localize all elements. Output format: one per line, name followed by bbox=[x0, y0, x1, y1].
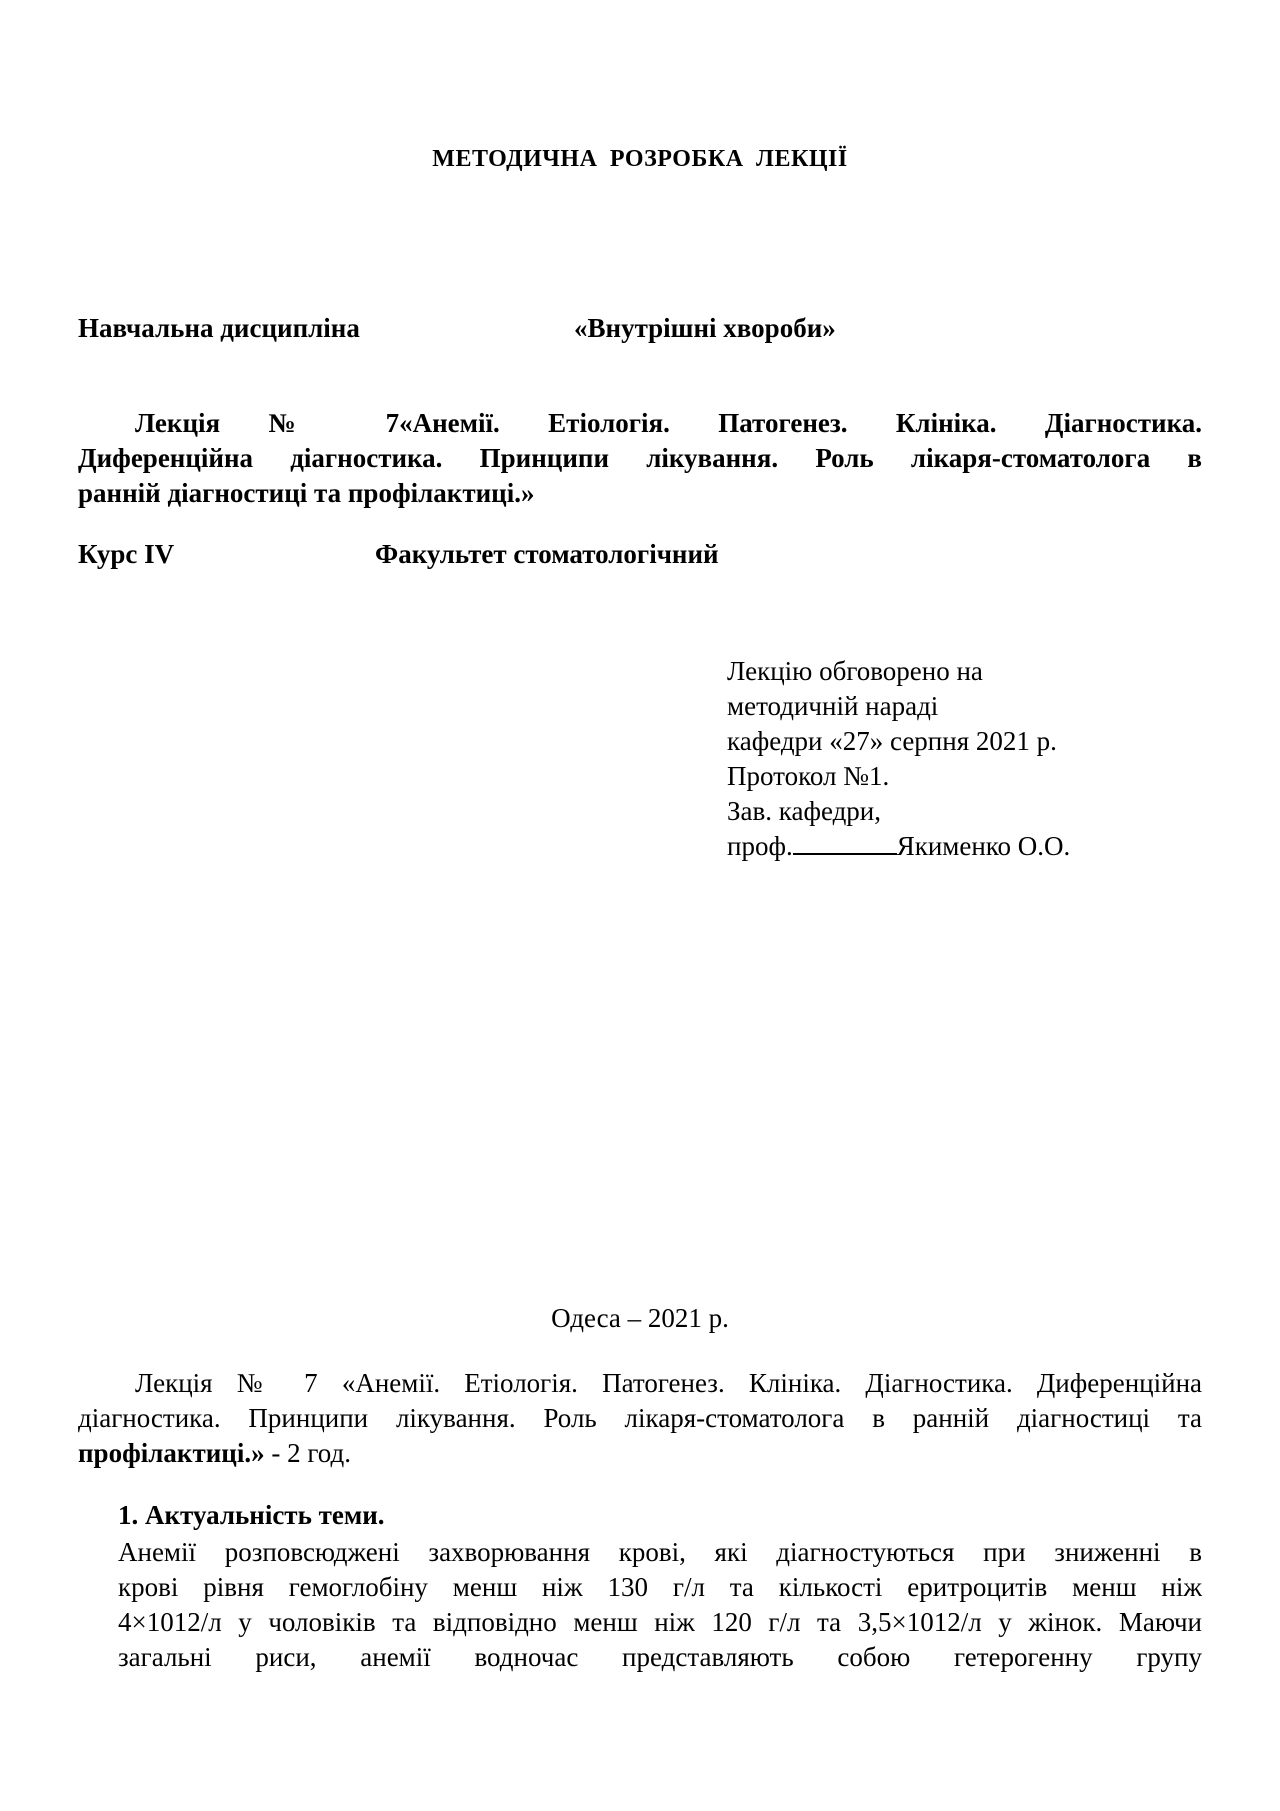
lecture-intro bbox=[78, 1366, 1202, 1471]
approval-line: Протокол №1. bbox=[727, 761, 890, 791]
approval-line: Лекцію обговорено на bbox=[727, 656, 983, 686]
lecture-intro-line: діагностика. Принципи лікування. Роль лікаря-стоматолога в ранній діагностиці та bbox=[78, 1403, 1202, 1433]
signature-blank bbox=[793, 831, 897, 855]
approval-signature bbox=[727, 829, 1070, 864]
approval-sign-name: Якименко О.О. bbox=[896, 831, 1071, 861]
section-heading: 1. Актуальність теми. bbox=[118, 1500, 385, 1530]
discipline-label: Навчальна дисципліна bbox=[78, 313, 360, 343]
faculty-label: Факультет стоматологічний bbox=[375, 539, 719, 569]
document-title: МЕТОДИЧНА РОЗРОБКА ЛЕКЦІЇ bbox=[432, 146, 848, 172]
approval-line: методичній нараді bbox=[727, 691, 939, 721]
lecture-header-line: ранній діагностиці та профілактиці.» bbox=[78, 478, 535, 508]
lecture-intro-last-bold: профілактиці.» bbox=[78, 1438, 265, 1468]
section-body bbox=[118, 1535, 1202, 1675]
approval-sign-prefix: проф. bbox=[727, 831, 793, 861]
section-body-line: 4×1012/л у чоловіків та відповідно менш ніж 120 г/л та 3,5×1012/л у жінок. Маючи bbox=[118, 1607, 1202, 1637]
discipline-value: «Внутрішні хвороби» bbox=[574, 313, 836, 343]
course-label: Курс IV bbox=[78, 539, 175, 569]
city-year: Одеса – 2021 р. bbox=[551, 1303, 729, 1333]
lecture-intro-last-line bbox=[78, 1436, 1202, 1471]
lecture-header bbox=[78, 406, 1202, 511]
lecture-intro-line: Лекція № 7 «Анемії. Етіологія. Патогенез. Клініка. Діагностика. Диференційна bbox=[135, 1368, 1202, 1398]
approval-note bbox=[727, 654, 1070, 864]
lecture-header-line: Лекція № 7«Анемії. Етіологія. Патогенез. Клініка. Діагностика. bbox=[135, 408, 1202, 438]
approval-line: Зав. кафедри, bbox=[727, 796, 882, 826]
lecture-intro-duration: - 2 год. bbox=[264, 1438, 351, 1468]
section-body-line: загальні риси, анемії водночас представляють собою гетерогенну групу bbox=[118, 1642, 1202, 1672]
section-body-line: крові рівня гемоглобіну менш ніж 130 г/л та кількості еритроцитів менш ніж bbox=[118, 1572, 1202, 1602]
section-body-line: Анемії розповсюджені захворювання крові, які діагностуються при зниженні в bbox=[118, 1537, 1202, 1567]
lecture-header-line: Диференційна діагностика. Принципи лікування. Роль лікаря-стоматолога в bbox=[78, 443, 1202, 473]
approval-line: кафедри «27» серпня 2021 р. bbox=[727, 726, 1057, 756]
